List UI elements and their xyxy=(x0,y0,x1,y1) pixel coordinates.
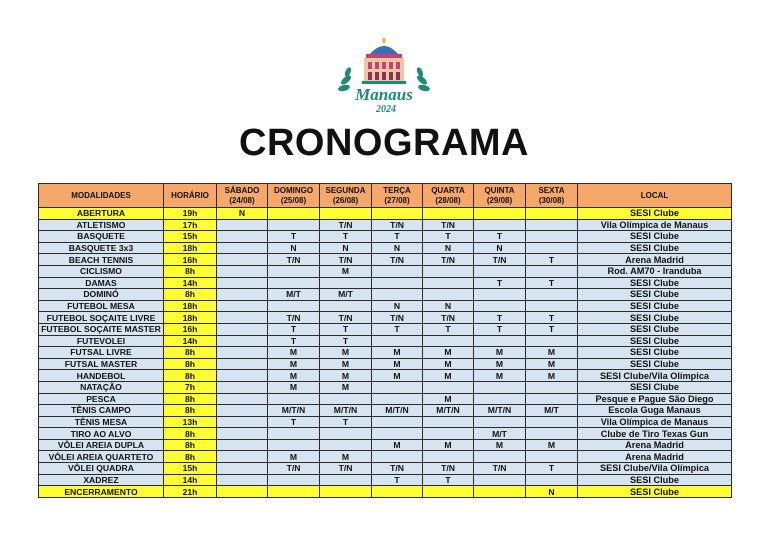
laurel-left-icon xyxy=(337,66,352,92)
day-cell xyxy=(217,405,268,417)
day-cell: M/T xyxy=(474,428,526,440)
day-cell xyxy=(526,242,578,254)
day-cell: N xyxy=(372,242,423,254)
day-cell xyxy=(526,289,578,301)
day-cell xyxy=(474,451,526,463)
day-cell: N xyxy=(423,242,474,254)
laurel-right-icon xyxy=(415,66,430,92)
table-row xyxy=(39,347,732,359)
table-row xyxy=(39,358,732,370)
day-cell xyxy=(217,231,268,243)
day-cell xyxy=(217,335,268,347)
day-cell xyxy=(268,474,320,486)
table-row xyxy=(39,463,732,475)
table-row xyxy=(39,439,732,451)
day-cell: T xyxy=(372,323,423,335)
day-cell: T/N xyxy=(268,312,320,324)
day-cell xyxy=(217,370,268,382)
day-cell: M/T xyxy=(526,405,578,417)
local-cell: SESI Clube xyxy=(578,358,732,370)
day-cell xyxy=(474,208,526,220)
modalidade-cell: PESCA xyxy=(39,393,164,405)
local-cell: SESI Clube xyxy=(578,231,732,243)
local-cell: SESI Clube xyxy=(578,486,732,498)
day-cell: T xyxy=(474,312,526,324)
table-row xyxy=(39,428,732,440)
day-cell xyxy=(474,289,526,301)
table-row xyxy=(39,370,732,382)
day-cell xyxy=(526,474,578,486)
modalidade-cell: FUTSAL LIVRE xyxy=(39,347,164,359)
day-cell xyxy=(268,265,320,277)
header-day-segunda: SEGUNDA (26/08) xyxy=(320,184,372,208)
local-cell: SESI Clube xyxy=(578,335,732,347)
local-cell: Escola Guga Manaus xyxy=(578,405,732,417)
day-cell: M xyxy=(320,451,372,463)
day-cell: T/N xyxy=(423,463,474,475)
table-row xyxy=(39,208,732,220)
modalidade-cell: TIRO AO ALVO xyxy=(39,428,164,440)
day-cell xyxy=(372,265,423,277)
local-cell: SESI Clube xyxy=(578,242,732,254)
day-cell: T xyxy=(320,416,372,428)
day-cell: M xyxy=(474,439,526,451)
day-cell xyxy=(423,451,474,463)
day-cell: M xyxy=(474,358,526,370)
day-cell xyxy=(474,219,526,231)
day-cell: M xyxy=(423,358,474,370)
horario-cell: 8h xyxy=(164,405,217,417)
modalidade-cell: FUTEBOL MESA xyxy=(39,300,164,312)
header-day-terca: TERÇA (27/08) xyxy=(372,184,423,208)
day-cell xyxy=(217,347,268,359)
day-cell xyxy=(217,277,268,289)
local-cell: SESI Clube xyxy=(578,289,732,301)
day-cell xyxy=(423,335,474,347)
day-cell: T xyxy=(474,231,526,243)
day-cell xyxy=(372,208,423,220)
table-row xyxy=(39,312,732,324)
day-cell: M xyxy=(320,347,372,359)
day-cell: T xyxy=(423,231,474,243)
local-cell: SESI Clube xyxy=(578,323,732,335)
modalidade-cell: VÔLEI QUADRA xyxy=(39,463,164,475)
day-cell: T xyxy=(526,463,578,475)
day-cell: M xyxy=(320,370,372,382)
day-cell: M xyxy=(320,265,372,277)
modalidade-cell: XADREZ xyxy=(39,474,164,486)
local-cell: SESI Clube xyxy=(578,474,732,486)
day-cell: T xyxy=(320,335,372,347)
day-cell xyxy=(372,277,423,289)
day-cell xyxy=(268,208,320,220)
header-day-quinta: QUINTA (29/08) xyxy=(474,184,526,208)
day-cell xyxy=(217,393,268,405)
table-row xyxy=(39,416,732,428)
modalidade-cell: ATLETISMO xyxy=(39,219,164,231)
horario-cell: 7h xyxy=(164,381,217,393)
day-cell: T/N xyxy=(268,463,320,475)
table-row xyxy=(39,474,732,486)
local-cell: SESI Clube/Vila Olímpica xyxy=(578,463,732,475)
day-cell xyxy=(423,265,474,277)
modalidade-cell: DOMINÓ xyxy=(39,289,164,301)
table-row xyxy=(39,393,732,405)
day-cell xyxy=(217,254,268,266)
day-cell xyxy=(474,416,526,428)
day-cell: M/T xyxy=(320,289,372,301)
day-cell xyxy=(217,474,268,486)
day-cell: N xyxy=(474,242,526,254)
day-cell xyxy=(268,277,320,289)
day-cell: T xyxy=(320,323,372,335)
day-cell xyxy=(423,289,474,301)
day-cell: T xyxy=(268,416,320,428)
table-row xyxy=(39,277,732,289)
day-cell xyxy=(474,474,526,486)
day-cell: M xyxy=(268,358,320,370)
horario-cell: 8h xyxy=(164,347,217,359)
horario-cell: 18h xyxy=(164,242,217,254)
local-cell: Arena Madrid xyxy=(578,439,732,451)
day-cell: M xyxy=(268,451,320,463)
day-cell: T xyxy=(372,474,423,486)
horario-cell: 8h xyxy=(164,265,217,277)
local-cell: Clube de Tiro Texas Gun xyxy=(578,428,732,440)
day-cell: M xyxy=(372,347,423,359)
day-cell: M xyxy=(268,347,320,359)
day-cell xyxy=(526,381,578,393)
day-cell: T/N xyxy=(320,219,372,231)
local-cell: Vila Olímpica de Manaus xyxy=(578,219,732,231)
header-day-domingo: DOMINGO (25/08) xyxy=(268,184,320,208)
day-cell: T xyxy=(526,312,578,324)
schedule-body xyxy=(39,208,732,498)
day-cell: M/T/N xyxy=(423,405,474,417)
day-cell: M xyxy=(423,370,474,382)
day-cell xyxy=(268,486,320,498)
day-cell: M xyxy=(372,439,423,451)
horario-cell: 15h xyxy=(164,231,217,243)
day-cell: T xyxy=(268,231,320,243)
day-cell xyxy=(320,300,372,312)
day-cell xyxy=(423,428,474,440)
theatre-building-icon xyxy=(362,38,406,84)
day-cell xyxy=(423,416,474,428)
day-cell xyxy=(217,439,268,451)
day-cell: T/N xyxy=(423,254,474,266)
day-cell xyxy=(372,335,423,347)
horario-cell: 13h xyxy=(164,416,217,428)
day-cell xyxy=(268,393,320,405)
day-cell: N xyxy=(372,300,423,312)
day-cell xyxy=(268,300,320,312)
horario-cell: 18h xyxy=(164,312,217,324)
local-cell: SESI Clube xyxy=(578,312,732,324)
modalidade-cell: BEACH TENNIS xyxy=(39,254,164,266)
day-cell xyxy=(217,312,268,324)
modalidade-cell: ABERTURA xyxy=(39,208,164,220)
day-cell xyxy=(320,277,372,289)
header-modalidades: MODALIDADES xyxy=(39,184,164,208)
local-cell: Arena Madrid xyxy=(578,254,732,266)
horario-cell: 15h xyxy=(164,463,217,475)
table-row xyxy=(39,242,732,254)
day-cell: N xyxy=(217,208,268,220)
modalidade-cell: TÊNIS MESA xyxy=(39,416,164,428)
day-cell: T xyxy=(423,323,474,335)
horario-cell: 8h xyxy=(164,370,217,382)
horario-cell: 18h xyxy=(164,300,217,312)
day-cell: T/N xyxy=(372,463,423,475)
day-cell xyxy=(526,393,578,405)
modalidade-cell: CICLISMO xyxy=(39,265,164,277)
day-cell: T/N xyxy=(320,312,372,324)
day-cell xyxy=(217,242,268,254)
day-cell xyxy=(217,289,268,301)
horario-cell: 21h xyxy=(164,486,217,498)
day-cell xyxy=(320,474,372,486)
day-cell: T xyxy=(320,231,372,243)
day-cell xyxy=(268,428,320,440)
horario-cell: 14h xyxy=(164,474,217,486)
day-cell: M xyxy=(423,347,474,359)
day-cell: M xyxy=(268,381,320,393)
page-title: CRONOGRAMA xyxy=(239,122,529,164)
modalidade-cell: FUTSAL MASTER xyxy=(39,358,164,370)
modalidade-cell: TÊNIS CAMPO xyxy=(39,405,164,417)
day-cell xyxy=(526,208,578,220)
day-cell: M xyxy=(423,439,474,451)
day-cell: T/N xyxy=(474,463,526,475)
header-day-sabado: SÁBADO (24/08) xyxy=(217,184,268,208)
modalidade-cell: NATAÇÃO xyxy=(39,381,164,393)
day-cell: T/N xyxy=(423,312,474,324)
day-cell: T xyxy=(423,474,474,486)
table-row xyxy=(39,381,732,393)
header-day-quarta: QUARTA (28/08) xyxy=(423,184,474,208)
day-cell: M xyxy=(320,381,372,393)
day-cell xyxy=(268,439,320,451)
day-cell xyxy=(372,451,423,463)
day-cell: T/N xyxy=(372,312,423,324)
day-cell: N xyxy=(526,486,578,498)
header-day-sexta: SEXTA (30/08) xyxy=(526,184,578,208)
day-cell xyxy=(526,335,578,347)
day-cell: T/N xyxy=(372,254,423,266)
modalidade-cell: FUTEBOL SOÇAITE LIVRE xyxy=(39,312,164,324)
day-cell: T xyxy=(372,231,423,243)
horario-cell: 16h xyxy=(164,323,217,335)
day-cell xyxy=(372,289,423,301)
local-cell: SESI Clube xyxy=(578,208,732,220)
day-cell: T xyxy=(474,323,526,335)
day-cell xyxy=(526,219,578,231)
day-cell: T/N xyxy=(320,463,372,475)
table-row xyxy=(39,335,732,347)
table-row xyxy=(39,486,732,498)
horario-cell: 8h xyxy=(164,428,217,440)
day-cell xyxy=(320,486,372,498)
day-cell xyxy=(217,300,268,312)
day-cell: T xyxy=(268,323,320,335)
day-cell: T/N xyxy=(423,219,474,231)
day-cell: M xyxy=(526,358,578,370)
day-cell xyxy=(423,277,474,289)
day-cell: N xyxy=(320,242,372,254)
day-cell: M xyxy=(526,370,578,382)
day-cell: M/T/N xyxy=(320,405,372,417)
day-cell xyxy=(474,486,526,498)
day-cell xyxy=(526,428,578,440)
modalidade-cell: VÔLEI AREIA DUPLA xyxy=(39,439,164,451)
modalidade-cell: DAMAS xyxy=(39,277,164,289)
table-row xyxy=(39,265,732,277)
modalidade-cell: BASQUETE xyxy=(39,231,164,243)
horario-cell: 8h xyxy=(164,451,217,463)
day-cell: T xyxy=(526,277,578,289)
day-cell xyxy=(474,265,526,277)
day-cell xyxy=(217,451,268,463)
day-cell: M/T/N xyxy=(268,405,320,417)
header-local: LOCAL xyxy=(578,184,732,208)
day-cell: M xyxy=(372,370,423,382)
table-row xyxy=(39,254,732,266)
day-cell xyxy=(320,393,372,405)
horario-cell: 14h xyxy=(164,335,217,347)
header-horario: HORÁRIO xyxy=(164,184,217,208)
day-cell xyxy=(268,219,320,231)
day-cell xyxy=(423,208,474,220)
local-cell: Vila Olímpica de Manaus xyxy=(578,416,732,428)
day-cell xyxy=(217,486,268,498)
day-cell xyxy=(217,323,268,335)
modalidade-cell: ENCERRAMENTO xyxy=(39,486,164,498)
day-cell: T xyxy=(268,335,320,347)
day-cell xyxy=(526,451,578,463)
day-cell xyxy=(526,265,578,277)
table-row xyxy=(39,323,732,335)
day-cell xyxy=(320,208,372,220)
local-cell: SESI Clube xyxy=(578,300,732,312)
horario-cell: 17h xyxy=(164,219,217,231)
table-row xyxy=(39,451,732,463)
table-row xyxy=(39,219,732,231)
day-cell: T xyxy=(526,254,578,266)
day-cell: M/T xyxy=(268,289,320,301)
modalidade-cell: FUTEVOLEI xyxy=(39,335,164,347)
day-cell xyxy=(217,381,268,393)
day-cell xyxy=(474,335,526,347)
day-cell xyxy=(372,486,423,498)
local-cell: SESI Clube xyxy=(578,277,732,289)
horario-cell: 16h xyxy=(164,254,217,266)
local-cell: Pesque e Pague São Diego xyxy=(578,393,732,405)
table-row xyxy=(39,289,732,301)
table-row xyxy=(39,300,732,312)
day-cell xyxy=(526,300,578,312)
horario-cell: 19h xyxy=(164,208,217,220)
modalidade-cell: VÔLEI AREIA QUARTETO xyxy=(39,451,164,463)
day-cell xyxy=(372,428,423,440)
day-cell xyxy=(217,219,268,231)
day-cell xyxy=(474,381,526,393)
day-cell xyxy=(526,231,578,243)
day-cell: M xyxy=(526,347,578,359)
day-cell xyxy=(423,381,474,393)
modalidade-cell: BASQUETE 3x3 xyxy=(39,242,164,254)
day-cell xyxy=(320,428,372,440)
day-cell xyxy=(526,416,578,428)
day-cell: T/N xyxy=(372,219,423,231)
day-cell: T xyxy=(526,323,578,335)
horario-cell: 8h xyxy=(164,393,217,405)
day-cell xyxy=(372,381,423,393)
day-cell xyxy=(423,486,474,498)
day-cell: T/N xyxy=(320,254,372,266)
day-cell: M/T/N xyxy=(474,405,526,417)
day-cell: N xyxy=(423,300,474,312)
table-row xyxy=(39,231,732,243)
day-cell xyxy=(217,428,268,440)
local-cell: Arena Madrid xyxy=(578,451,732,463)
local-cell: SESI Clube/Vila Olímpica xyxy=(578,370,732,382)
day-cell: N xyxy=(268,242,320,254)
day-cell xyxy=(474,300,526,312)
day-cell xyxy=(217,358,268,370)
day-cell: M xyxy=(474,370,526,382)
day-cell: M xyxy=(268,370,320,382)
day-cell: T xyxy=(474,277,526,289)
day-cell: M xyxy=(526,439,578,451)
schedule-table xyxy=(38,183,732,498)
day-cell xyxy=(372,416,423,428)
local-cell: SESI Clube xyxy=(578,381,732,393)
horario-cell: 14h xyxy=(164,277,217,289)
horario-cell: 8h xyxy=(164,289,217,301)
local-cell: Rod. AM70 - Iranduba xyxy=(578,265,732,277)
day-cell: M/T/N xyxy=(372,405,423,417)
day-cell: T/N xyxy=(268,254,320,266)
day-cell: M xyxy=(474,347,526,359)
logo-wordmark: Manaus xyxy=(355,85,413,104)
day-cell: T/N xyxy=(474,254,526,266)
day-cell xyxy=(474,393,526,405)
local-cell: SESI Clube xyxy=(578,347,732,359)
horario-cell: 8h xyxy=(164,358,217,370)
header-row xyxy=(39,184,732,208)
logo-year: 2024 xyxy=(376,104,396,115)
day-cell xyxy=(217,416,268,428)
day-cell: M xyxy=(423,393,474,405)
day-cell: M xyxy=(372,358,423,370)
day-cell xyxy=(217,265,268,277)
day-cell: M xyxy=(320,358,372,370)
table-row xyxy=(39,405,732,417)
modalidade-cell: FUTEBOL SOÇAITE MASTER xyxy=(39,323,164,335)
day-cell xyxy=(372,393,423,405)
modalidade-cell: HANDEBOL xyxy=(39,370,164,382)
horario-cell: 8h xyxy=(164,439,217,451)
manaus-2024-logo xyxy=(334,36,434,118)
day-cell xyxy=(217,463,268,475)
day-cell xyxy=(320,439,372,451)
